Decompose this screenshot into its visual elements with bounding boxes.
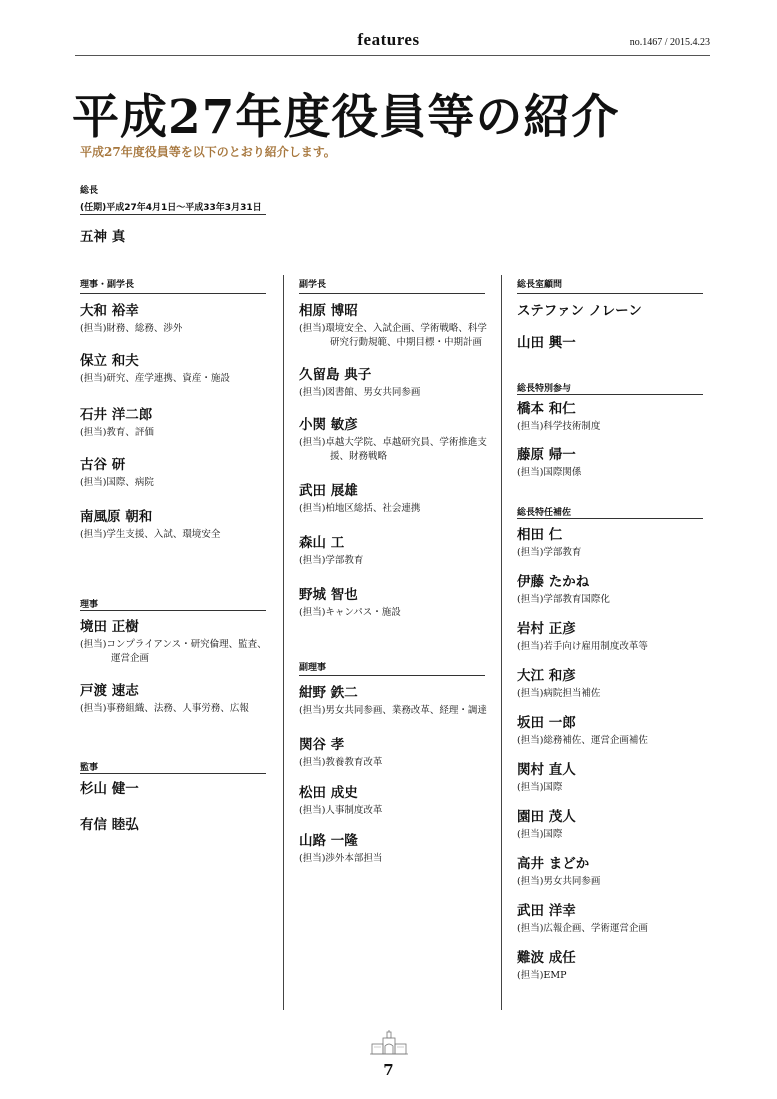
person-name: 大江 和彦 — [517, 668, 576, 684]
person-name: 古谷 研 — [80, 457, 126, 473]
section-heading-special-assistants: 総長特任補佐 — [517, 508, 572, 518]
person-duty: (担当)国際、病院 — [80, 477, 154, 488]
list-item — [80, 352, 276, 406]
list-item — [80, 302, 276, 352]
section-rule — [80, 293, 266, 294]
list-item — [517, 400, 717, 446]
person-name: 藤原 帰一 — [517, 447, 576, 463]
person-name: 大和 裕幸 — [80, 303, 139, 319]
list-item — [299, 586, 495, 620]
list-item — [80, 682, 270, 716]
person-name: 杉山 健一 — [80, 781, 139, 797]
list-item — [517, 573, 717, 620]
section-rule — [517, 518, 703, 519]
list-item — [517, 620, 717, 667]
person-duty: (担当)環境安全、入試企画、学術戦略、科学研究行動規範、中期目標・中期計画 — [299, 323, 487, 348]
page-subtitle: 平成27年度役員等を以下のとおり紹介します。 — [80, 145, 336, 159]
person-name: 石井 洋二郎 — [80, 407, 153, 423]
advisors-list — [517, 302, 717, 352]
list-item — [80, 508, 276, 542]
list-item — [517, 667, 717, 714]
auditors-list — [80, 780, 270, 834]
person-name: 橋本 和仁 — [517, 401, 576, 417]
list-item — [299, 416, 495, 482]
person-name: 関谷 孝 — [299, 737, 345, 753]
person-duty: (担当)国際関係 — [517, 467, 582, 478]
person-name: 武田 展雄 — [299, 483, 358, 499]
list-item — [299, 832, 495, 866]
person-duty: (担当)EMP — [517, 970, 567, 981]
person-name: 園田 茂人 — [517, 809, 576, 825]
person-name: 戸渡 速志 — [80, 683, 139, 699]
yasuda-auditorium-icon — [370, 1030, 408, 1062]
header-label: features — [357, 30, 420, 49]
person-name: 岩村 正彦 — [517, 621, 576, 637]
list-item — [517, 334, 717, 352]
person-duty: (担当)総務補佐、運営企画補佐 — [517, 735, 648, 746]
section-rule — [80, 610, 266, 611]
person-name: 野城 智也 — [299, 587, 358, 603]
column-divider — [283, 275, 284, 1010]
page-title: 平成27年度役員等の紹介 — [72, 90, 620, 145]
person-name: 伊藤 たかね — [517, 574, 590, 590]
person-duty: (担当)教育、評価 — [80, 427, 154, 438]
person-duty: (担当)病院担当補佐 — [517, 688, 601, 699]
header-rule — [75, 55, 710, 56]
person-duty: (担当)学部教育 — [517, 547, 582, 558]
person-duty: (担当)柏地区総括、社会連携 — [299, 503, 421, 514]
president-heading: 総長 — [80, 186, 99, 196]
list-item — [517, 949, 717, 983]
person-name: 久留島 典子 — [299, 367, 372, 383]
vp-list — [299, 302, 495, 620]
person-duty: (担当)キャンパス・施設 — [299, 607, 401, 618]
list-item — [80, 406, 276, 456]
person-name: 山田 興一 — [517, 335, 576, 351]
section-rule — [299, 293, 485, 294]
president-name: 五神 真 — [80, 229, 126, 245]
person-duty: (担当)図書館、男女共同参画 — [299, 387, 421, 398]
president-term: (任期)平成27年4月1日～平成33年3月31日 — [80, 203, 262, 213]
list-item — [517, 446, 717, 480]
list-item — [299, 784, 495, 832]
list-item — [517, 761, 717, 808]
section-heading-vp: 副学長 — [299, 280, 327, 290]
president-rule — [80, 214, 266, 215]
person-duty: (担当)国際 — [517, 782, 563, 793]
list-item — [299, 684, 495, 736]
list-item — [80, 780, 270, 816]
section-rule — [517, 293, 703, 294]
section-rule — [517, 394, 703, 395]
person-name: 保立 和夫 — [80, 353, 139, 369]
list-item — [517, 808, 717, 855]
section-heading-special-counselors: 総長特別参与 — [517, 384, 572, 394]
list-item — [299, 736, 495, 784]
section-heading-vice-trustees: 副理事 — [299, 663, 327, 673]
person-name: 松田 成史 — [299, 785, 358, 801]
person-name: 関村 直人 — [517, 762, 576, 778]
issue-number: no.1467 / 2015.4.23 — [629, 37, 710, 48]
list-item — [80, 816, 270, 834]
person-duty: (担当)広報企画、学術運営企画 — [517, 923, 648, 934]
list-item — [517, 902, 717, 949]
person-duty: (担当)財務、総務、渉外 — [80, 323, 183, 334]
section-heading-advisors: 総長室顧問 — [517, 280, 563, 290]
person-duty: (担当)科学技術制度 — [517, 421, 601, 432]
list-item — [299, 302, 495, 366]
person-name: 坂田 一郎 — [517, 715, 576, 731]
person-duty: (担当)人事制度改革 — [299, 805, 383, 816]
person-name: 山路 一隆 — [299, 833, 358, 849]
person-name: 有信 睦弘 — [80, 817, 139, 833]
person-name: ステファン ノレーン — [517, 303, 642, 319]
list-item — [299, 482, 495, 534]
person-name: 相原 博昭 — [299, 303, 358, 319]
person-duty: (担当)学部教育 — [299, 555, 364, 566]
section-heading-trustees: 理事 — [80, 600, 99, 610]
list-item — [299, 534, 495, 586]
trustees-list — [80, 618, 270, 716]
column-divider — [501, 275, 502, 1010]
section-rule — [80, 773, 266, 774]
list-item — [80, 618, 270, 682]
person-name: 難波 成任 — [517, 950, 576, 966]
person-name: 高井 まどか — [517, 856, 590, 872]
person-duty: (担当)事務組織、法務、人事労務、広報 — [80, 703, 249, 714]
list-item — [517, 855, 717, 902]
list-item — [517, 526, 717, 573]
page-number: 7 — [383, 1061, 394, 1079]
person-duty: (担当)研究、産学連携、資産・施設 — [80, 373, 230, 384]
person-duty: (担当)若手向け雇用制度改革等 — [517, 641, 648, 652]
vice-trustees-list — [299, 684, 495, 866]
person-name: 相田 仁 — [517, 527, 563, 543]
section-rule — [299, 675, 485, 676]
person-name: 紺野 鉄二 — [299, 685, 358, 701]
person-duty: (担当)男女共同参画 — [517, 876, 601, 887]
section-heading-trustees-vp: 理事・副学長 — [80, 280, 135, 290]
person-name: 森山 工 — [299, 535, 345, 551]
trustees-vp-list — [80, 302, 276, 542]
person-duty: (担当)男女共同参画、業務改革、経理・調達 — [299, 705, 487, 716]
list-item — [80, 456, 276, 508]
person-duty: (担当)学部教育国際化 — [517, 594, 610, 605]
person-duty: (担当)国際 — [517, 829, 563, 840]
person-duty: (担当)卓越大学院、卓越研究員、学術推進支援、財務戦略 — [299, 437, 487, 462]
person-duty: (担当)教養教育改革 — [299, 757, 383, 768]
person-name: 武田 洋幸 — [517, 903, 576, 919]
person-duty: (担当)渉外本部担当 — [299, 853, 383, 864]
person-duty: (担当)学生支援、入試、環境安全 — [80, 529, 221, 540]
person-duty: (担当)コンプライアンス・研究倫理、監査、運営企画 — [80, 639, 267, 664]
list-item — [299, 366, 495, 416]
special-assistants-list — [517, 526, 717, 983]
special-counselors-list — [517, 400, 717, 480]
list-item — [517, 714, 717, 761]
section-heading-auditors: 監事 — [80, 763, 99, 773]
person-name: 小関 敏彦 — [299, 417, 358, 433]
person-name: 南風原 朝和 — [80, 509, 153, 525]
list-item — [517, 302, 717, 334]
person-name: 境田 正樹 — [80, 619, 139, 635]
